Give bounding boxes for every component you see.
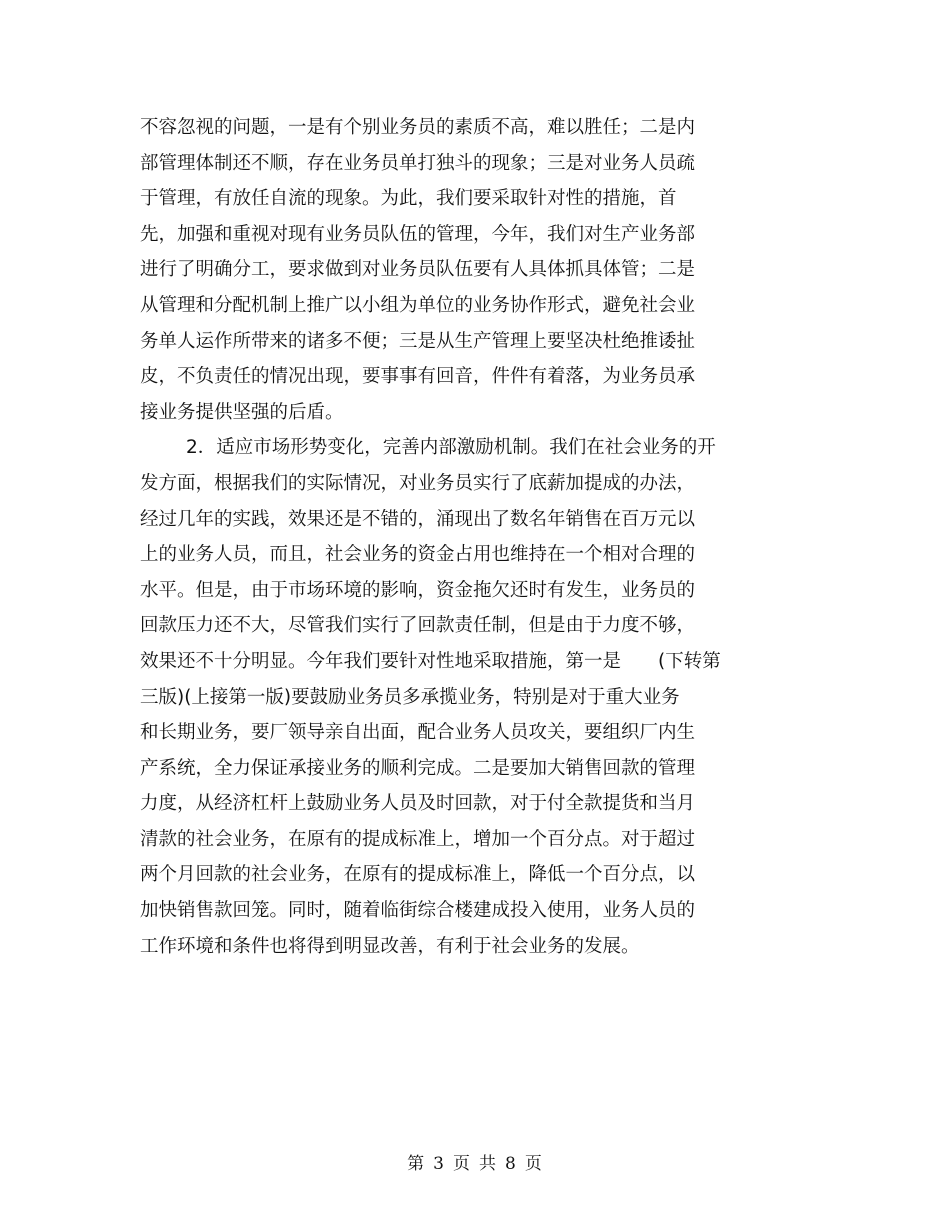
text-line: 产系统，全力保证承接业务的顺利完成。二是要加大销售回款的管理 xyxy=(140,757,696,779)
footer-page-word: 页 xyxy=(453,1154,471,1174)
body-text xyxy=(140,110,800,964)
text-line: 效果还不十分明显。今年我们要针对性地采取措施，第一是 (下转第 xyxy=(140,650,721,672)
text-line: 不容忽视的问题，一是有个别业务员的素质不高，难以胜任；二是内 xyxy=(140,117,696,138)
text-line: 务单人运作所带来的诸多不便；三是从生产管理上要坚决杜绝推诿扯 xyxy=(140,330,696,352)
footer-suffix: 页 xyxy=(524,1154,543,1174)
text-line: 部管理体制还不顺，存在业务员单打独斗的现象；三是对业务人员疏 xyxy=(140,152,696,174)
text-line: 和长期业务，要厂领导亲自出面，配合业务人员攻关，要组织厂内生 xyxy=(140,722,696,744)
page-footer xyxy=(0,1149,950,1174)
text-line: 从管理和分配机制上推广以小组为单位的业务协作形式，避免社会业 xyxy=(140,294,696,316)
text-line: 加快销售款回笼。同时，随着临街综合楼建成投入使用，业务人员的 xyxy=(140,900,696,922)
text-line: 发方面，根据我们的实际情况，对业务员实行了底薪加提成的办法， xyxy=(140,472,696,494)
text-line: 经过几年的实践，效果还是不错的，涌现出了数名年销售在百万元以 xyxy=(140,508,696,530)
footer-prefix: 第 xyxy=(407,1154,426,1174)
text-line: 水平。但是，由于市场环境的影响，资金拖欠还时有发生，业务员的 xyxy=(140,579,696,601)
text-line: 清款的社会业务，在原有的提成标准上，增加一个百分点。对于超过 xyxy=(140,828,696,850)
footer-total-word: 共 xyxy=(479,1154,497,1174)
paragraph-start-line: 2．适应市场形势变化，完善内部激励机制。我们在社会业务的开 xyxy=(186,437,716,459)
current-page-number: 3 xyxy=(433,1154,445,1174)
text-line: 上的业务人员，而且，社会业务的资金占用也维持在一个相对合理的 xyxy=(140,544,696,566)
total-pages-number: 8 xyxy=(505,1154,517,1174)
text-line: 先，加强和重视对现有业务员队伍的管理，今年，我们对生产业务部 xyxy=(140,223,696,245)
text-line: 皮，不负责任的情况出现，要事事有回音，件件有着落，为业务员承 xyxy=(140,366,696,388)
text-line: 两个月回款的社会业务，在原有的提成标准上，降低一个百分点，以 xyxy=(140,864,696,886)
text-line: 三版)(上接第一版)要鼓励业务员多承揽业务，特别是对于重大业务 xyxy=(140,686,680,708)
text-line: 回款压力还不大，尽管我们实行了回款责任制，但是由于力度不够， xyxy=(140,615,696,637)
text-line: 接业务提供坚强的后盾。 xyxy=(140,401,344,423)
text-line: 工作环境和条件也将得到明显改善，有利于社会业务的发展。 xyxy=(140,935,640,957)
text-line: 进行了明确分工，要求做到对业务员队伍要有人具体抓具体管；二是 xyxy=(140,259,696,281)
text-line: 力度，从经济杠杆上鼓励业务人员及时回款，对于付全款提货和当月 xyxy=(140,793,696,815)
text-line: 于管理，有放任自流的现象。为此，我们要采取针对性的措施，首 xyxy=(140,188,677,210)
